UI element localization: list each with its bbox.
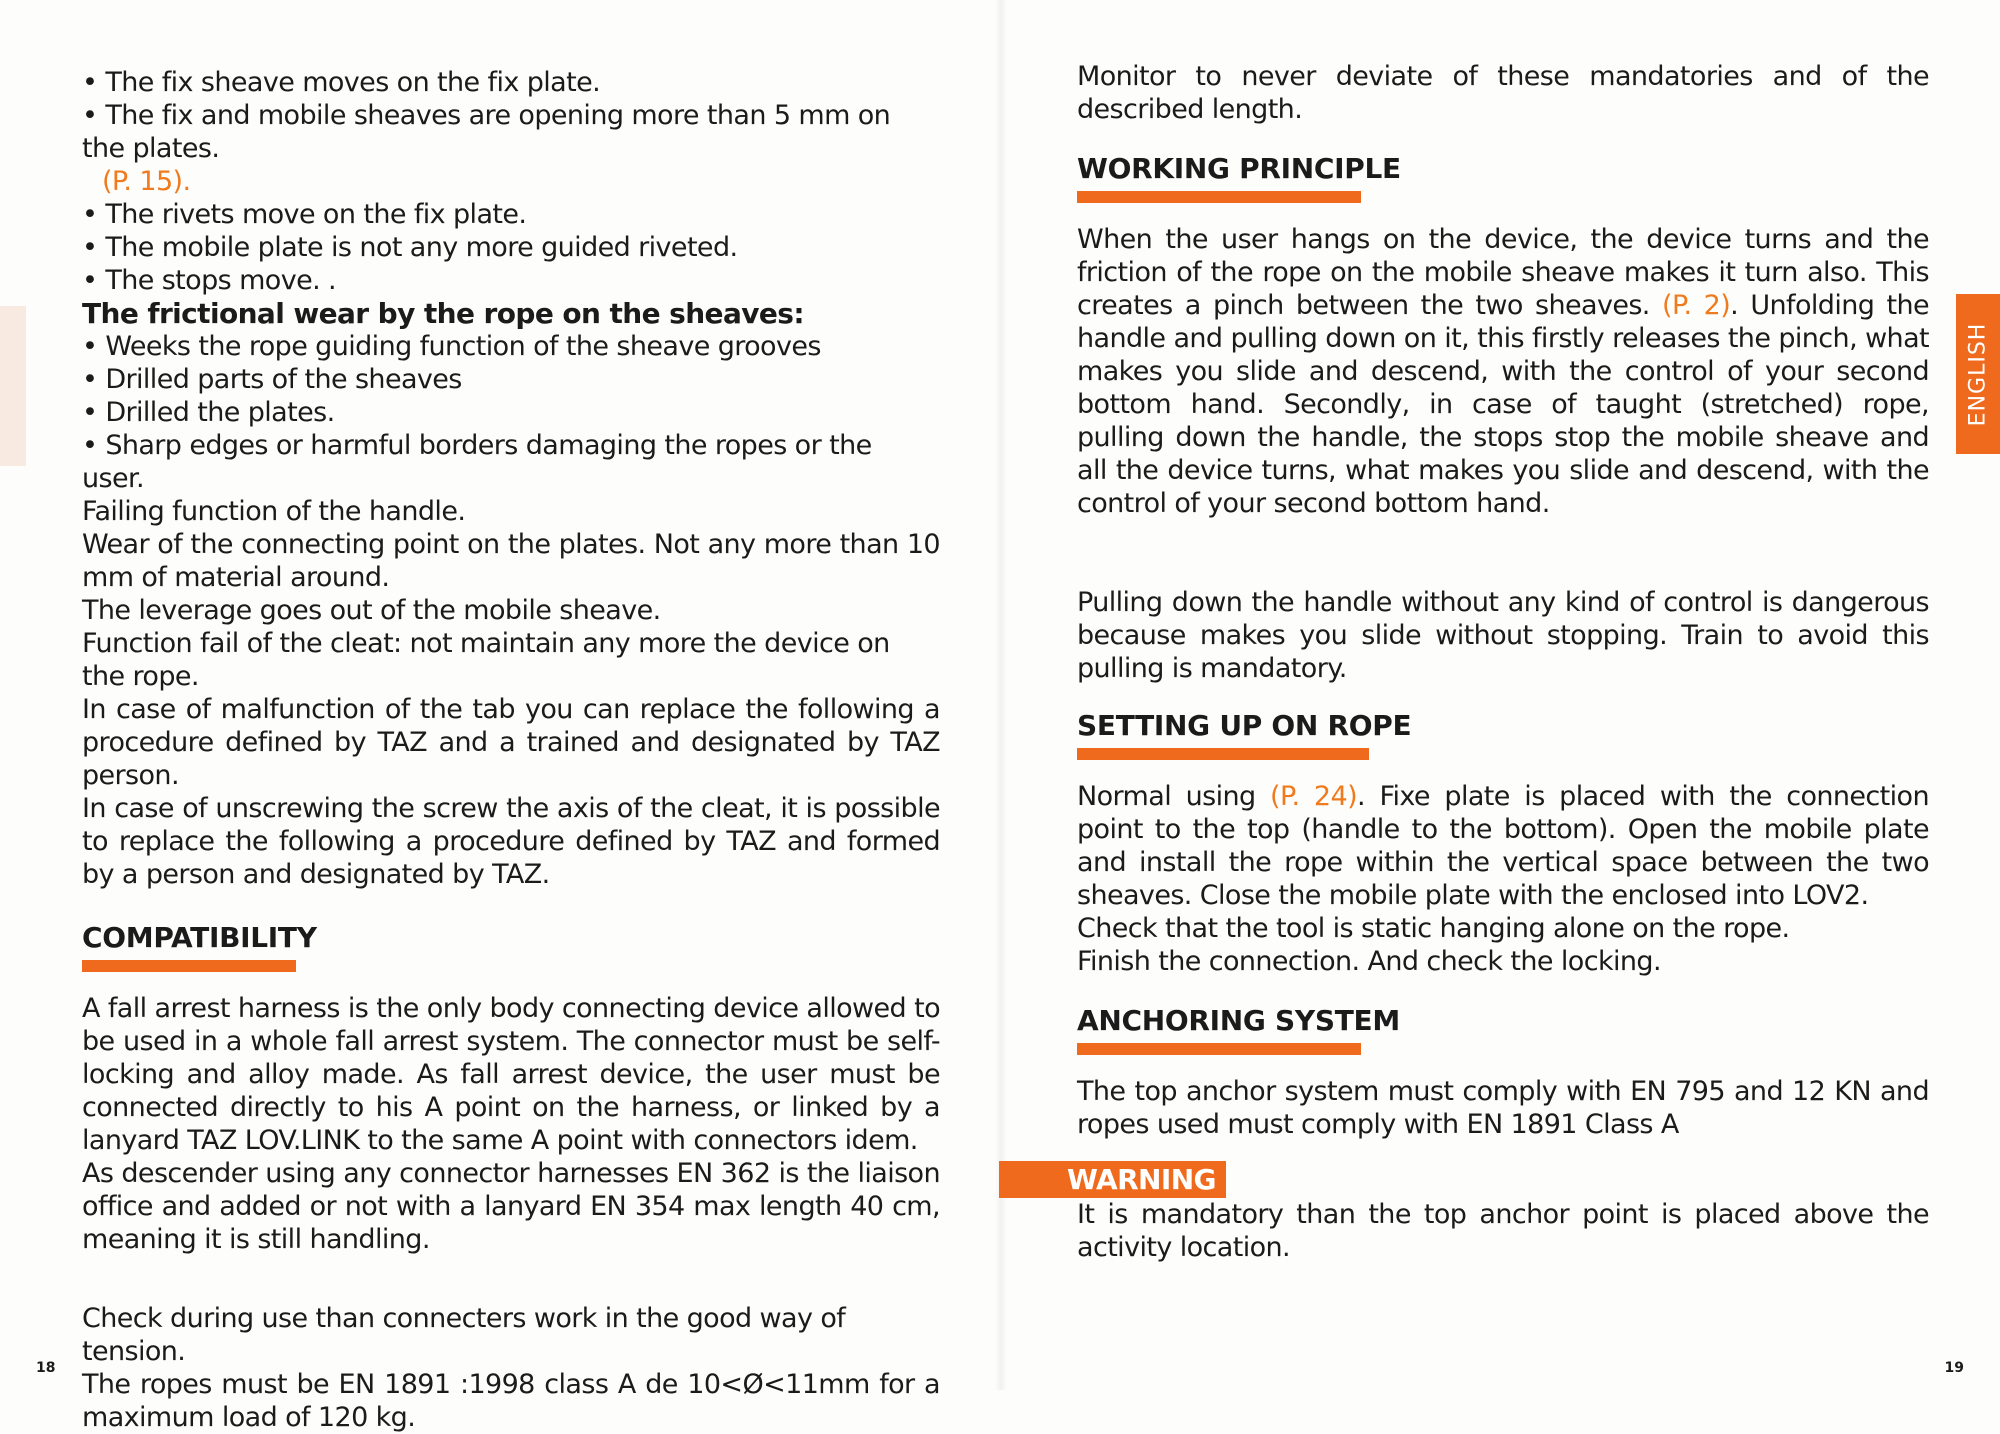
failing-handle: Failing function of the handle. xyxy=(82,496,466,527)
ref-p2: (P. 2) xyxy=(1662,290,1731,321)
anchoring-paragraph: The top anchor system must comply with EN 795 and 12 KN and ropes used must comply with EN 1891 Class A xyxy=(1077,1076,1929,1140)
compatibility-underline xyxy=(82,960,296,972)
left-edge-tab xyxy=(0,306,26,466)
compat-paragraph-1: A fall arrest harness is the only body connecting device allowed to be used in a whole fall arrest system. The connector must be self-locking and alloy made. As fall arrest device, the user must be connected directly to his A point on the harness, or linked by a lanyard TAZ LOV.LINK to the same A point with connectors idem. xyxy=(82,993,940,1156)
warning-label: WARNING xyxy=(999,1161,1226,1198)
language-tab-label: ENGLISH xyxy=(1965,322,1991,426)
malfunction-paragraph: In case of malfunction of the tab you can replace the following a procedure defined by TAZ and a trained and designated by TAZ person. xyxy=(82,694,940,791)
bullet-fix-sheave: • The fix sheave moves on the fix plate. xyxy=(82,66,940,99)
anchoring-title: ANCHORING SYSTEM xyxy=(1077,1004,1400,1037)
page-number-left: 18 xyxy=(36,1360,56,1376)
bullet-drilled-plates: • Drilled the plates. xyxy=(82,396,940,429)
ref-p15: (P. 15). xyxy=(102,166,191,197)
working-title: WORKING PRINCIPLE xyxy=(1077,152,1401,185)
pulling-paragraph: Pulling down the handle without any kind of control is dangerous because makes you slide without stopping. Train to avoid this pulling is mandatory. xyxy=(1077,587,1929,684)
frictional-heading: The frictional wear by the rope on the sheaves: xyxy=(82,297,804,330)
left-column xyxy=(82,66,940,1434)
working-paragraph: When the user hangs on the device, the device turns and the friction of the rope on the mobile sheave makes it turn also. This creates a pinch between the two sheaves. (P. 2). Unfolding the handle and pulling down on it, this firstly releases the pinch, what makes you slide and descend, with the control of your second bottom hand. Secondly, in case of taught (stretched) rope, pulling down the handle, the stops stop the mobile sheave and all the device turns, what makes you slide and descend, with the control of your second bottom hand. xyxy=(1077,224,1930,519)
unscrewing-paragraph: In case of unscrewing the screw the axis of the cleat, it is possible to replace the following a procedure defined by TAZ and formed by a person and designated by TAZ. xyxy=(82,793,940,890)
compatibility-title: COMPATIBILITY xyxy=(82,921,317,954)
right-page xyxy=(1000,0,2000,1390)
bullet-mobile-plate: • The mobile plate is not any more guided riveted. xyxy=(82,231,940,264)
bullet-drilled-sheaves: • Drilled parts of the sheaves xyxy=(82,363,940,396)
left-page xyxy=(0,0,1000,1433)
setting-paragraph: Normal using (P. 24). Fixe plate is placed with the connection point to the top (handle to the bottom). Open the mobile plate and install the rope within the vertical space between the two sheaves. Close the mobile plate with the enclosed into LOV2. xyxy=(1077,781,1929,911)
leverage: The leverage goes out of the mobile sheave. xyxy=(82,595,661,626)
language-tab xyxy=(1956,294,2000,454)
setting-section xyxy=(1077,709,1929,760)
ref-p24: (P. 24) xyxy=(1270,781,1358,812)
bullet-sharp-edges: • Sharp edges or harmful borders damaging the ropes or the user. xyxy=(82,429,940,495)
right-column xyxy=(1067,60,1930,1264)
bullet-stops: • The stops move. . xyxy=(82,264,940,297)
warning-paragraph: It is mandatory than the top anchor point is placed above the activity location. xyxy=(1077,1199,1929,1263)
setting-underline xyxy=(1077,748,1369,760)
warning-section xyxy=(1067,1161,1929,1198)
check-during-use: Check during use than connecters work in the good way of tension. xyxy=(82,1303,846,1367)
setting-title: SETTING UP ON ROPE xyxy=(1077,709,1412,742)
wear-connecting: Wear of the connecting point on the plates. Not any more than 10 mm of material around. xyxy=(82,529,940,593)
page-number-right: 19 xyxy=(1944,1360,1964,1376)
finish-connection: Finish the connection. And check the locking. xyxy=(1077,946,1661,977)
bullet-weeks: • Weeks the rope guiding function of the sheave grooves xyxy=(82,330,940,363)
bullet-rivets: • The rivets move on the fix plate. xyxy=(82,198,940,231)
compatibility-section xyxy=(82,921,940,972)
compat-paragraph-2: As descender using any connector harnesses EN 362 is the liaison office and added or not with a lanyard EN 354 max length 40 cm, meaning it is still handling. xyxy=(82,1158,940,1255)
working-section xyxy=(1077,152,1929,203)
check-tool: Check that the tool is static hanging alone on the rope. xyxy=(1077,913,1790,944)
working-underline xyxy=(1077,191,1361,203)
anchoring-section xyxy=(1077,1004,1929,1055)
anchoring-underline xyxy=(1077,1043,1361,1055)
monitor-paragraph: Monitor to never deviate of these mandatories and of the described length. xyxy=(1077,61,1929,125)
ropes-must: The ropes must be EN 1891 :1998 class A de 10<Ø<11mm for a maximum load of 120 kg. xyxy=(82,1369,940,1433)
function-fail: Function fail of the cleat: not maintain any more the device on the rope. xyxy=(82,628,890,692)
bullet-sheaves-opening: • The fix and mobile sheaves are opening more than 5 mm on the plates. xyxy=(82,99,940,165)
